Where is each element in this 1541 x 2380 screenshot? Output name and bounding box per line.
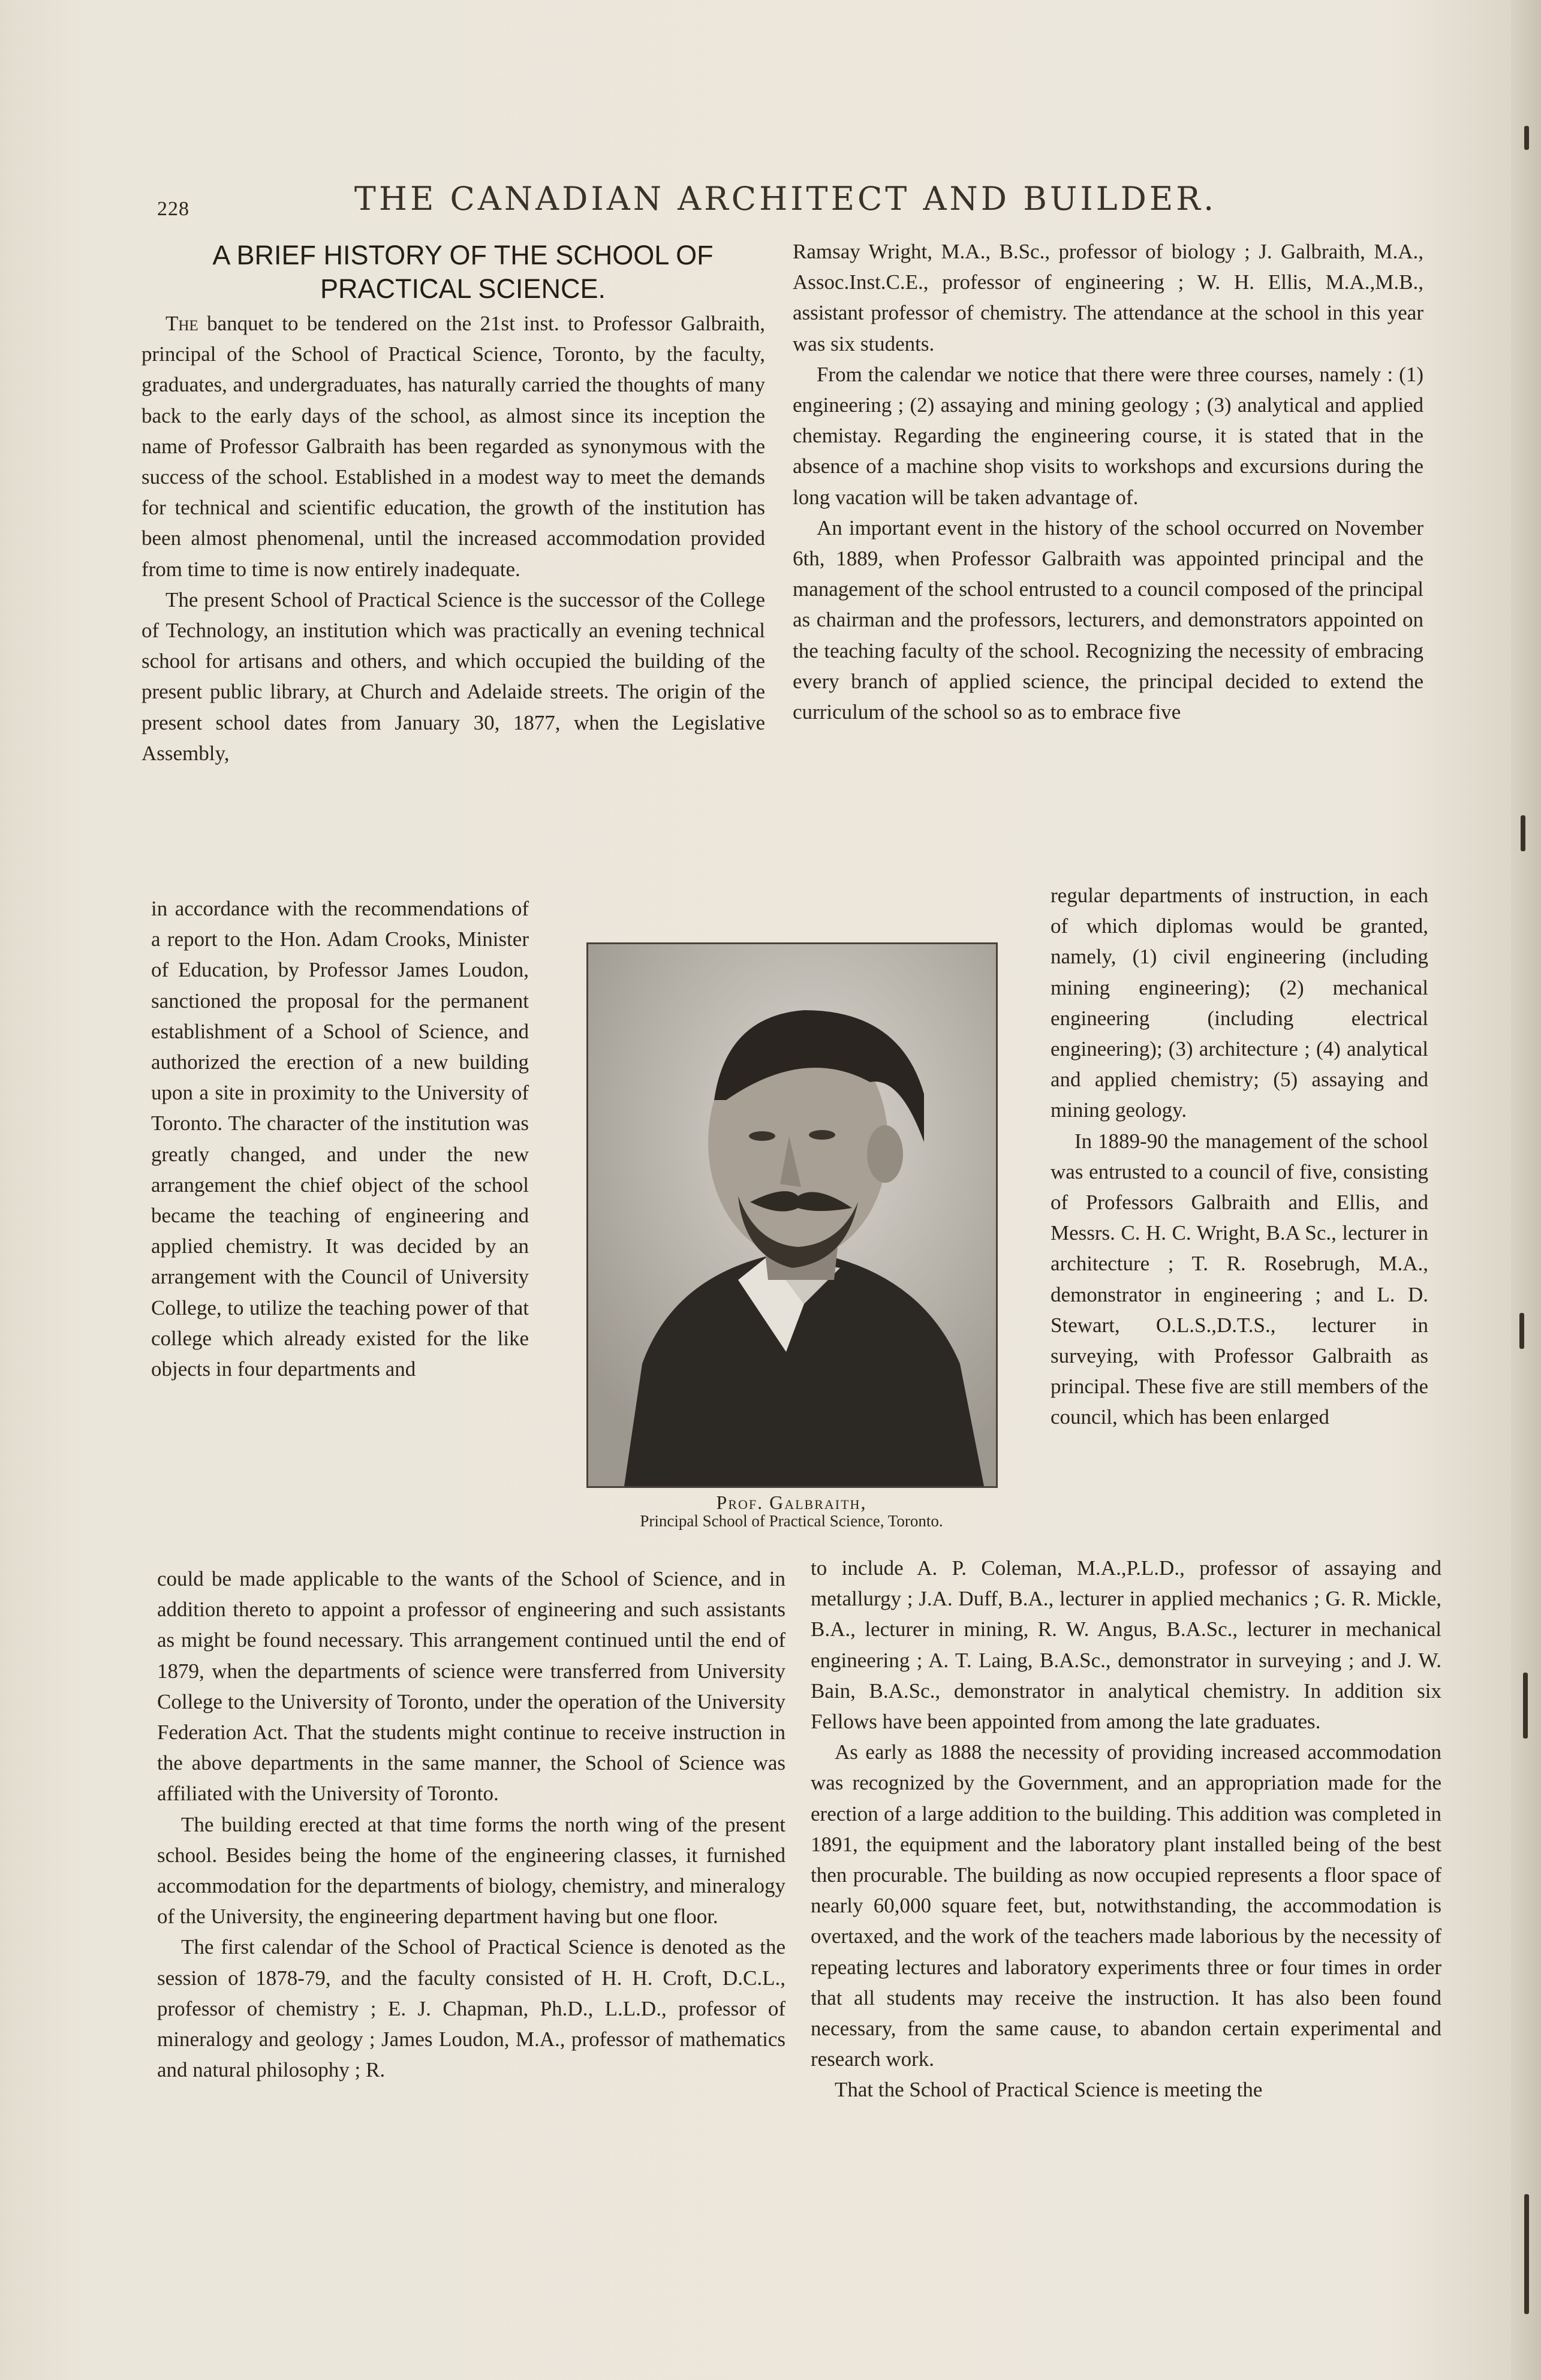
margin-mark (1524, 126, 1529, 150)
margin-mark (1523, 1673, 1528, 1739)
col1-top (142, 308, 765, 769)
portrait-illustration (588, 944, 996, 1486)
article-title (157, 239, 769, 306)
paragraph: could be made applicable to the wants of the School of Science, and in addition thereto to appoint a professor of engineering and such assistants as might be found necessary. This arrangement continued until the end of 1879, when the departments of science were transferred from University College to the University of Toronto, under the operation of the University Federation Act. That the students might continue to receive instruction in the above departments in the same manner, the School of Science was affiliated with the University of Toronto. (157, 1567, 785, 1806)
col1-narrow (151, 893, 529, 1384)
photo-caption-sub: Principal School of Practical Science, Toronto. (640, 1512, 943, 1530)
title-line-2: PRACTICAL SCIENCE. (320, 273, 606, 304)
page-edge-shadow (1511, 0, 1541, 2380)
paragraph: That the School of Practical Science is meeting the (835, 2078, 1263, 2102)
title-line-1: A BRIEF HISTORY OF THE SCHOOL OF (212, 240, 714, 270)
portrait-photo (586, 942, 998, 1488)
paragraph: As early as 1888 the necessity of providing increased accommodation was recognized by the Government, and an appropriation made for the erection of a large addition to the building. This addition was completed in 1891, the equipment and the laboratory plant installed being of the best then procurable. The building as now occupied represents a floor space of nearly 60,000 square feet, but, notwithstanding, the accommodation is overtaxed, and the work of the teachers made laborious by the necessity of repeating lectures and laboratory experiments three or four times in order that all students may receive the instruction. It has also been found necessary, from the same cause, to abandon certain experimental and research work. (811, 1740, 1441, 2071)
paragraph: to include A. P. Coleman, M.A.,P.L.D., professor of assaying and metallurgy ; J.A. Duff, B.A., lecturer in applied mechanics ; G. R. Mickle, B.A., lecturer in mining, R. W. Angus, B.A.Sc., lecturer in mechanical engineering ; A. T. Laing, B.A.Sc., demonstrator in surveying ; and J. W. Bain, B.A.Sc., demonstrator in analytical chemistry. In addition six Fellows have been appointed from among the late graduates. (811, 1556, 1441, 1734)
paragraph: in accordance with the recommendations of a report to the Hon. Adam Crooks, Minister of Education, by Professor James Loudon, sanctioned the proposal for the permanent establishment of a School of Science, and authorized the erection of a new building upon a site in proximity to the University of Toronto. The character of the institution was greatly changed, and under the new arrangement the chief object of the school became the teaching of engineering and applied chemistry. It was decided by an arrangement with the Council of University College, to utilize the teaching power of that college which already existed for the like objects in four departments and (151, 897, 529, 1381)
paragraph: The building erected at that time forms the north wing of the present school. Besides being the home of the engineering classes, it furnished accommodation for the departments of biology, chemistry, and mineralogy of the University, the engineering department having but one floor. (157, 1812, 785, 1929)
paragraph: From the calendar we notice that there were three courses, namely : (1) engineering ; (2) assaying and mining geology ; (3) analytical and applied chemistay. Regarding the engineering course, it is stated that in the absence of a machine shop visits to workshops and excursions during the long vacation will be taken advantage of. (793, 362, 1423, 509)
paragraph: In 1889-90 the management of the school was entrusted to a council of five, consisting of Professors Galbraith and Ellis, and Messrs. C. H. C. Wright, B.A Sc., lecturer in architecture ; T. R. Rosebrugh, M.A., demonstrator in engineering ; and L. D. Stewart, O.L.S.,D.T.S., lecturer in surveying, with Professor Galbraith as principal. These five are still members of the council, which has been enlarged (1051, 1129, 1428, 1429)
paragraph: Ramsay Wright, M.A., B.Sc., professor of biology ; J. Galbraith, M.A., Assoc.Inst.C.E., professor of engineering ; W. H. Ellis, M.A.,M.B., assistant professor of chemistry. The attendance at the school in this year was six students. (793, 240, 1423, 356)
col2-narrow (1051, 880, 1428, 1433)
page-number: 228 (157, 198, 189, 220)
paragraph: An important event in the history of the school occurred on November 6th, 1889, when Professor Galbraith was appointed principal and the management of the school entrusted to a council composed of the principal as chairman and the professors, lecturers, and demonstrators appointed on the teaching faculty of the school. Recognizing the necessity of embracing every branch of applied science, the principal decided to extend the curriculum of the school so as to embrace five (793, 516, 1423, 724)
paragraph: regular departments of instruction, in each of which diplomas would be granted, namely, (1) civil engineering (including mining engineering); (2) mechanical engineering (including electrical engineering); (3) architecture ; (4) analytical and applied chemistry; (5) assaying and mining geology. (1051, 884, 1428, 1122)
running-head: THE CANADIAN ARCHITECT AND BUILDER. (354, 180, 1217, 218)
margin-mark (1521, 815, 1525, 851)
photo-caption-name: Prof. Galbraith, (716, 1492, 867, 1513)
col1-bottom (157, 1563, 785, 2085)
margin-mark (1519, 1313, 1524, 1349)
paragraph-text: banquet to be tendered on the 21st inst. to Professor Galbraith, principal of the School of Practical Science, Toronto, by the faculty, graduates, and undergraduates, has naturally carried the thoughts of many back to the early days of the school, as almost since its inception the name of Professor Galbraith has been regarded as synonymous with the success of the school. Established in a modest way to meet the demands for technical and scientific education, the growth of the institution has been almost phenomenal, until the increased accommodation provided from time to time is now entirely inadequate. (142, 312, 766, 581)
margin-mark (1524, 2194, 1529, 2314)
col2-top (793, 236, 1423, 727)
paragraph (142, 308, 765, 585)
paragraph: The present School of Practical Science is the successor of the College of Technology, an institution which was practically an evening technical school for artisans and others, and which occupied the building of the present public library, at Church and Adelaide streets. The origin of the present school dates from January 30, 1877, when the Legislative Assembly, (142, 588, 765, 765)
paragraph: The first calendar of the School of Practical Science is denoted as the session of 1878-79, and the faculty consisted of H. H. Croft, D.C.L., professor of chemistry ; E. J. Chapman, Ph.D., L.L.D., professor of mineralogy and geology ; James Loudon, M.A., professor of mathematics and natural philosophy ; R. (157, 1935, 785, 2082)
lead-word: The (165, 312, 198, 335)
col2-bottom (811, 1553, 1441, 2105)
